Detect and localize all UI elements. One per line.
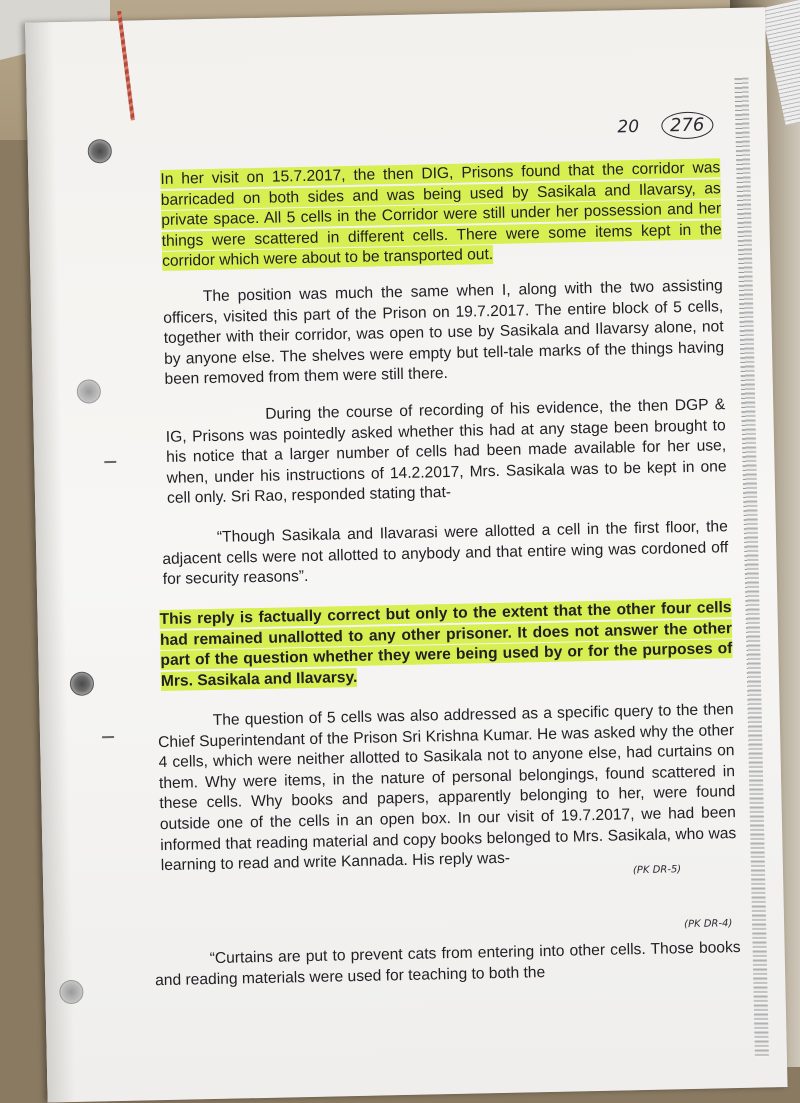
paragraph-4-quote: “Though Sasikala and Ilavarasi were allotted a cell in the first floor, the adjacent cells were not allotted to anybody and that entire wing was cordoned off for security reasons”. — [162, 518, 729, 589]
handwritten-annotation: (PK DR-5) — [632, 864, 682, 877]
page-shadow — [25, 22, 76, 1102]
binding-string — [117, 11, 135, 121]
punch-hole — [59, 980, 83, 1004]
margin-mark — [102, 736, 114, 738]
paragraph-6: The question of 5 cells was also addressed as a specific query to the then Chief Superintendant of the Prison Sri Krishna Kumar. He was asked why the other 4 cells, which were neither allotted to Sasikala not to anyone else, had curtains on them. Why were items, in the nature of personal belongings, found scattered in these cells. Why books and papers, apparently belonging to her, were found outside one of the cells in an open box. In our visit of 19.7.2017, we had been informed that reading material and copy books belonged to Mrs. Sasikala, who was learning to read and write Kannada. His reply was- — [157, 701, 737, 875]
page-number-text: 20 — [617, 116, 640, 138]
page-number — [617, 111, 714, 140]
punch-hole — [88, 139, 112, 163]
document-page — [25, 7, 787, 1102]
paragraph-1 — [160, 158, 722, 273]
highlighted-text: This reply is factually correct but only to the extent that the other four cells had remained unallotted to any other prisoner. It does not answer the other part of the question whether they were being used by or for the purposes of Mrs. Sasikala and Ilavarsy. — [159, 599, 733, 690]
paragraph-3: During the course of recording of his evidence, the then DGP & IG, Prisons was pointedly asked whether this had at any stage been brought to his notice that a larger number of cells had been made available for her use, when, under his instructions of 14.2.2017, Mrs. Sasikala was to be kept in one cell only. Sri Rao, responded stating that- — [165, 396, 727, 508]
paragraph-2: The position was much the same when I, along with the two assisting officers, visited this part of the Prison on 19.7.2017. The entire block of 5 cells, together with their corridor, was open to use by Sasikala and Ilavarsy alone, not by anyone else. The shelves were empty but tell-tale marks of the things having been removed from them were still there. — [163, 277, 725, 389]
handwritten-annotation: (PK DR-4) — [683, 918, 733, 931]
paragraph-7: “Curtains are put to prevent cats from entering into other cells. Those books and reading materials were used for teaching to both the — [154, 938, 741, 989]
circled-page-number: 276 — [661, 111, 714, 139]
page-stack-edge — [734, 78, 769, 1058]
punch-hole — [77, 379, 101, 403]
paragraph-5 — [159, 598, 733, 692]
punch-hole — [70, 671, 94, 695]
margin-mark — [104, 461, 116, 463]
highlighted-text: In her visit on 15.7.2017, the then DIG, Prisons found that the corridor was barricaded on both sides and was being used by Sasikala and Ilavarsy, as private space. All 5 cells in the Corridor were still under her possession and her things were scattered in different cells. There were some items kept in the corridor which were about to be transported out. — [160, 159, 722, 271]
